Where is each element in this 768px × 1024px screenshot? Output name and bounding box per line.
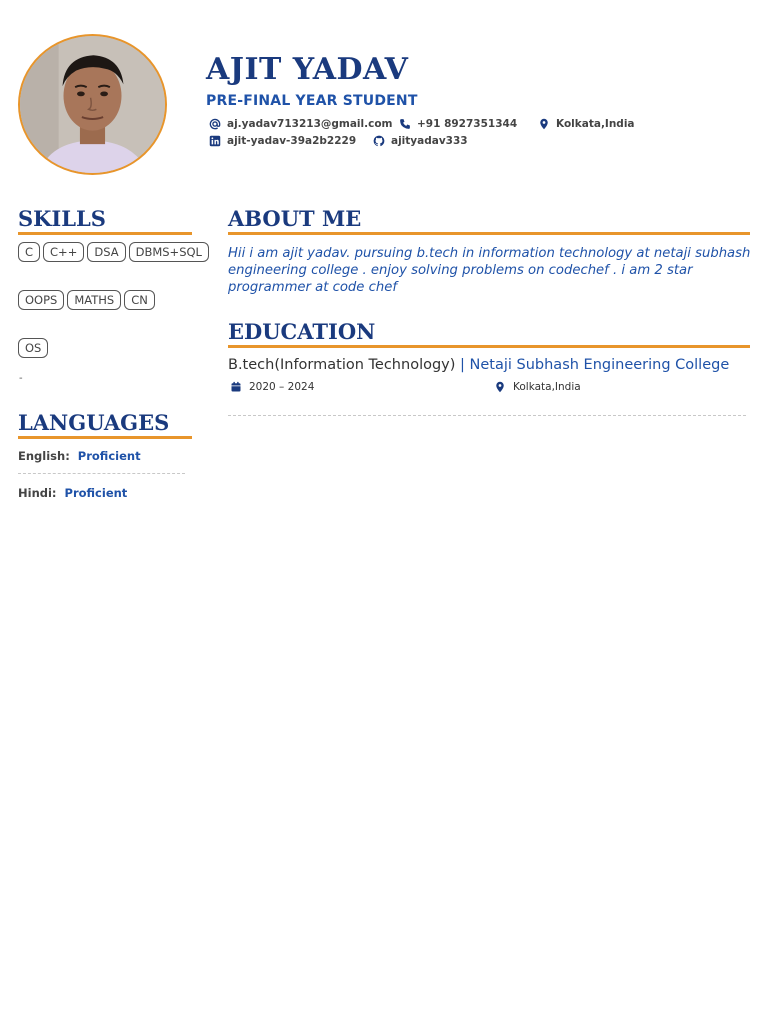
phone-text: +91 8927351344 [417,117,518,130]
skill-chip: OOPS [18,290,64,310]
education-dates [230,381,314,393]
location-pin-icon [537,117,550,130]
skill-chip: OS [18,338,48,358]
language-level: Proficient [64,486,128,500]
skills-row-1 [18,242,209,262]
education-heading: EDUCATION [228,319,750,348]
education-location [494,381,581,393]
contact-phone[interactable] [398,117,517,130]
at-icon [208,117,221,130]
calendar-icon [230,381,242,393]
education-separator: | [455,357,470,373]
language-name: Hindi: [18,486,57,500]
skills-row-3 [18,338,48,358]
skills-row-2 [18,290,155,310]
languages-heading: LANGUAGES [18,410,192,439]
skill-chip: DBMS+SQL [129,242,209,262]
language-item [18,486,127,500]
linkedin-text: ajit-yadav-39a2b2229 [227,134,357,147]
language-level: Proficient [77,449,141,463]
skills-heading: SKILLS [18,206,192,235]
education-dates-text: 2020 – 2024 [249,381,315,393]
skills-trailing-mark: - [19,373,23,384]
email-text: aj.yadav713213@gmail.com [227,117,393,130]
skill-chip: C++ [43,242,84,262]
phone-icon [398,117,411,130]
person-role: PRE-FINAL YEAR STUDENT [206,93,418,109]
github-text: ajityadav333 [391,134,468,147]
contact-email[interactable] [208,117,393,130]
education-school: Netaji Subhash Engineering College [469,357,730,373]
education-location-text: Kolkata,India [513,381,581,393]
education-degree: B.tech(Information Technology) [228,357,456,373]
contact-linkedin[interactable] [208,134,356,147]
github-icon [372,134,385,147]
education-entry-title [228,357,729,373]
language-divider [18,473,185,474]
location-pin-icon [494,381,506,393]
skill-chip: DSA [87,242,125,262]
about-heading: ABOUT ME [228,206,750,235]
language-name: English: [18,449,70,463]
skill-chip: MATHS [67,290,121,310]
contact-location [537,117,635,130]
education-divider [228,415,746,416]
person-name: AJIT YADAV [206,52,409,87]
about-text: Hii i am ajit yadav. pursuing b.tech in information technology at netaji subhash engineering college . enjoy solving problems on codechef . i am 2 star programmer at code chef [228,246,751,295]
language-item [18,449,141,463]
linkedin-icon [208,134,221,147]
skill-chip: CN [124,290,155,310]
profile-photo [18,34,167,175]
contact-github[interactable] [372,134,468,147]
skill-chip: C [18,242,40,262]
location-text: Kolkata,India [556,117,635,130]
